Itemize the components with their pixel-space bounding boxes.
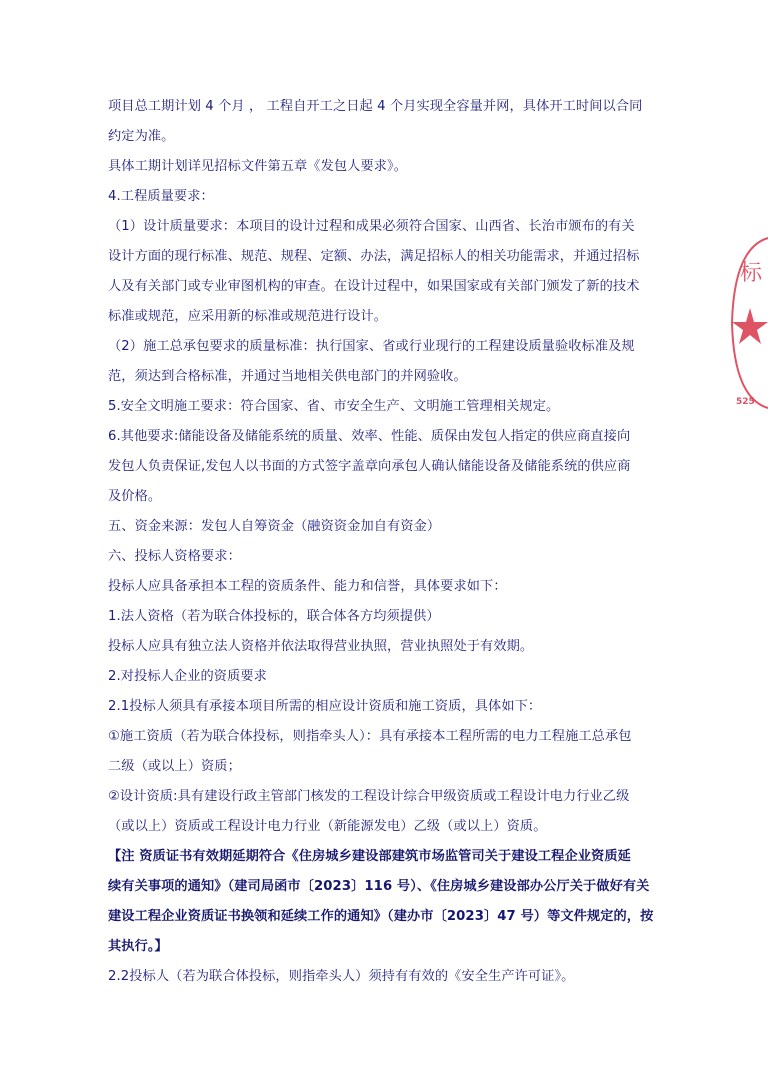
text-line: （或以上）资质或工程设计电力行业（新能源发电）乙级（或以上）资质。 xyxy=(108,819,547,834)
note-line: 其执行。】 xyxy=(108,939,168,954)
note-line: 建设工程企业资质证书换领和延续工作的通知》（建办市〔2023〕47 号）等文件规定的，按 xyxy=(108,909,654,924)
text-line: 及价格。 xyxy=(108,489,162,504)
text-line: 2.1投标人须具有承接本项目所需的相应设计资质和施工资质，具体如下： xyxy=(108,699,542,714)
seal-stamp xyxy=(728,228,768,418)
seal-graphic xyxy=(728,228,768,418)
section-heading: 六、投标人资格要求： xyxy=(108,549,241,564)
section-heading: 2.对投标人企业的资质要求 xyxy=(108,669,267,684)
note-line: 续有关事项的通知》（建司局函市〔2023〕116 号）、《住房城乡建设部办公厅关于做好有关 xyxy=(108,879,650,894)
section-heading: 五、资金来源：发包人自筹资金（融资资金加自有资金） xyxy=(108,519,441,534)
text-line: 二级（或以上）资质； xyxy=(108,759,241,774)
text-line: （2）施工总承包要求的质量标准：执行国家、省或行业现行的工程建设质量验收标准及规 xyxy=(108,339,635,354)
text-line: ②设计资质:具有建设行政主管部门核发的工程设计综合甲级资质或工程设计电力行业乙级 xyxy=(108,789,630,804)
text-line: 约定为准。 xyxy=(108,129,175,144)
text-line: 范，须达到合格标准，并通过当地相关供电部门的并网验收。 xyxy=(108,369,467,384)
seal-number: 525 xyxy=(736,397,755,407)
text-line: 项目总工期计划 4 个月 ， 工程自开工之日起 4 个月实现全容量并网，具体开工时间以合同 xyxy=(108,99,643,114)
text-line: 人及有关部门或专业审图机构的审查。在设计过程中，如果国家或有关部门颁发了新的技术 xyxy=(108,279,640,294)
text-line: 具体工期计划详见招标文件第五章《发包人要求》。 xyxy=(108,159,408,174)
section-heading: 1.法人资格（若为联合体投标的，联合体各方均须提供） xyxy=(108,609,440,624)
text-line: ①施工资质（若为联合体投标，则指牵头人）：具有承接本工程所需的电力工程施工总承包 xyxy=(108,729,632,744)
document-body xyxy=(108,92,654,992)
section-heading: 4.工程质量要求： xyxy=(108,189,214,204)
text-line: （1）设计质量要求：本项目的设计过程和成果必须符合国家、山西省、长治市颁布的有关 xyxy=(108,219,635,234)
note-line: 【注 资质证书有效期延期符合《住房城乡建设部建筑市场监管司关于建设工程企业资质延 xyxy=(108,849,631,864)
section-heading: 6.其他要求:储能设备及储能系统的质量、效率、性能、质保由发包人指定的供应商直接向 xyxy=(108,429,631,444)
text-line: 2.2投标人（若为联合体投标，则指牵头人）须持有有效的《安全生产许可证》。 xyxy=(108,969,575,984)
text-line: 投标人应具有独立法人资格并依法取得营业执照，营业执照处于有效期。 xyxy=(108,639,534,654)
text-line: 标准或规范，应采用新的标准或规范进行设计。 xyxy=(108,309,388,324)
text-line: 设计方面的现行标准、规范、规程、定额、办法，满足招标人的相关功能需求，并通过招标 xyxy=(108,249,640,264)
text-line: 发包人负责保证,发包人以书面的方式签字盖章向承包人确认储能设备及储能系统的供应商 xyxy=(108,459,631,474)
seal-char: 标 xyxy=(740,261,763,286)
section-heading: 5.安全文明施工要求：符合国家、省、市安全生产、文明施工管理相关规定。 xyxy=(108,399,560,414)
text-line: 投标人应具备承担本工程的资质条件、能力和信誉，具体要求如下： xyxy=(108,579,507,594)
